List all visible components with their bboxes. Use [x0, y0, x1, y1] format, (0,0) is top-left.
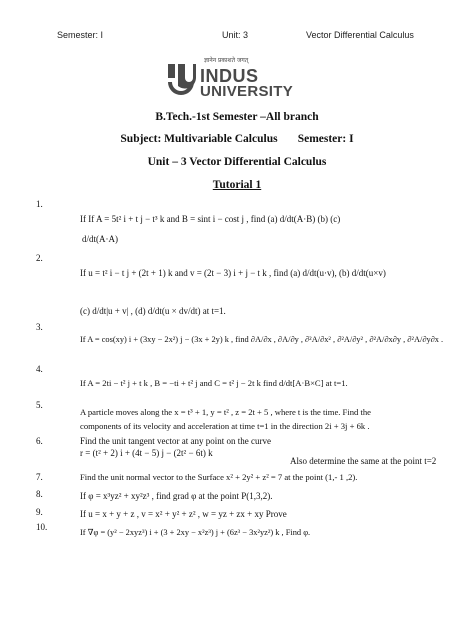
- question-2-text-line2: (c) d/dt|u + v| , (d) d/dt(u × dv/dt) at t=1.: [80, 306, 226, 316]
- question-6-text-line3: Also determine the same at the point t=2: [290, 456, 437, 466]
- question-5-number: 5.: [36, 400, 43, 410]
- header-unit: Unit: 3: [222, 30, 249, 40]
- question-1-text: If If A = 5t² i + t j − t³ k and B = sint i − cost j , find (a) d/dt(A·B) (b) (c): [80, 214, 341, 224]
- logo-tagline: ज्ञानेन प्रकाशते जगत्: [204, 57, 249, 64]
- question-4-number: 4.: [36, 364, 43, 374]
- question-1-text-line2: d/dt(A·A): [82, 234, 118, 244]
- question-5-text-line2: components of its velocity and acceleration at time t=1 in the direction 2i + 3j + 6k .: [80, 421, 370, 431]
- tutorial-title: Tutorial 1: [212, 179, 262, 191]
- question-5-text: A particle moves along the x = t³ + 1, y = t² , z = 2t + 5 , where t is the time. Find the: [80, 407, 371, 417]
- header-semester: Semester: I: [57, 30, 104, 40]
- question-10-number: 10.: [36, 522, 48, 532]
- question-6-text-line2: r = (t² + 2) i + (4t − 5) j − (2t² − 6t) k: [80, 448, 213, 458]
- question-1-number: 1.: [36, 199, 43, 209]
- question-9-number: 9.: [36, 507, 43, 517]
- question-3-text: If A = cos(xy) i + (3xy − 2x²) j − (3x + 2y) k , find ∂A/∂x , ∂A/∂y , ∂²A/∂x² , ∂²A/∂y² , ∂²A/∂x∂y , ∂²A/∂y∂x .: [80, 335, 444, 344]
- question-8-number: 8.: [36, 489, 43, 499]
- logo-line-indus: INDUS: [200, 66, 259, 86]
- question-3-number: 3.: [36, 322, 43, 332]
- logo-line-university: UNIVERSITY: [200, 83, 294, 100]
- question-6-number: 6.: [36, 436, 43, 446]
- course-title: B.Tech.-1st Semester –All branch: [155, 111, 319, 123]
- header-topic: Vector Differential Calculus: [306, 30, 414, 40]
- unit-title: Unit – 3 Vector Differential Calculus: [147, 156, 327, 168]
- question-7-number: 7.: [36, 472, 43, 482]
- university-logo: [166, 56, 316, 104]
- question-4-text: If A = 2ti − t² j + t k , B = −ti + t² j and C = t² j − 2t k find d/dt[A·B×C] at t=1.: [80, 378, 348, 388]
- indus-emblem-icon: [166, 60, 196, 98]
- question-8-text: If φ = x³yz² + xy²z³ , find grad φ at the point P(1,3,2).: [80, 491, 273, 501]
- question-6-text: Find the unit tangent vector at any point on the curve: [80, 436, 271, 446]
- question-9-text: If u = x + y + z , v = x² + y² + z² , w = yz + zx + xy Prove: [80, 509, 287, 519]
- question-7-text: Find the unit normal vector to the Surface x² + 2y² + z² = 7 at the point (1,- 1 ,2).: [80, 472, 358, 482]
- question-10-text: If ∇φ = (y² − 2xyz³) i + (3 + 2xy − x²z³) j + (6z³ − 3x²yz²) k , Find φ.: [80, 528, 311, 537]
- question-2-number: 2.: [36, 253, 43, 263]
- subject-title: Subject: Multivariable Calculus Semester: I: [120, 133, 354, 145]
- question-2-text: If u = t² i − t j + (2t + 1) k and v = (2t − 3) i + j − t k , find (a) d/dt(u·v), (b) d/dt(u×v): [80, 268, 386, 278]
